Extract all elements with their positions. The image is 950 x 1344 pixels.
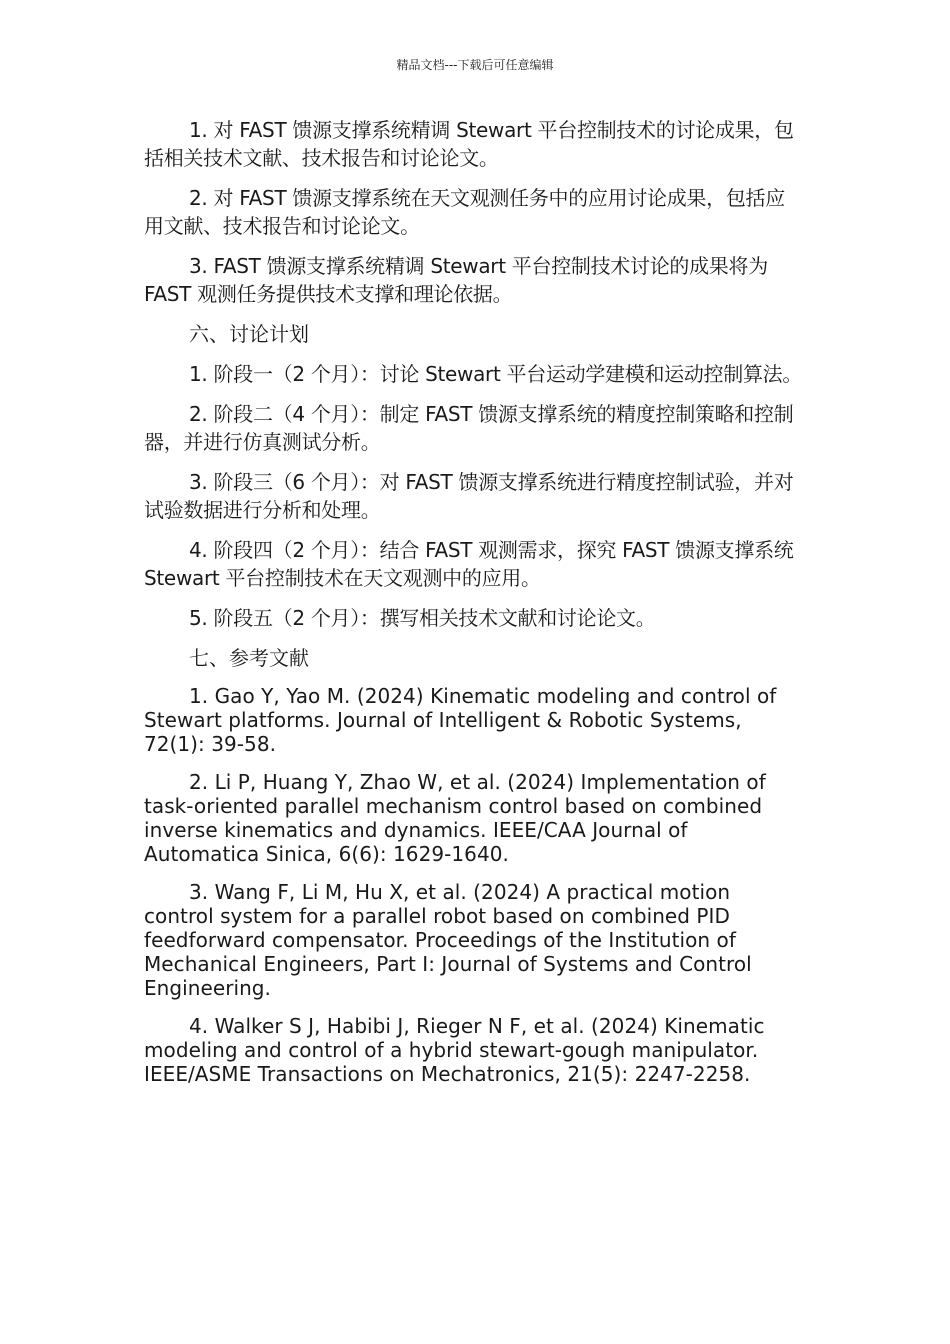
- document-body: [144, 116, 804, 1100]
- plan-stage-4: 4. 阶段四（2 个月）：结合 FAST 观测需求，探究 FAST 馈源支撑系统 Stewart 平台控制技术在天文观测中的应用。: [144, 538, 794, 590]
- plan-stage-2: 2. 阶段二（4 个月）：制定 FAST 馈源支撑系统的精度控制策略和控制器，并进行仿真测试分析。: [144, 402, 794, 454]
- page-header: 精品文档---下载后可任意编辑: [396, 58, 554, 72]
- plan-stage-3: 3. 阶段三（6 个月）：对 FAST 馈源支撑系统进行精度控制试验，并对试验数据进行分析和处理。: [144, 470, 794, 522]
- outcome-item-1: 1. 对 FAST 馈源支撑系统精调 Stewart 平台控制技术的讨论成果，包括相关技术文献、技术报告和讨论论文。: [144, 118, 794, 170]
- outcome-item-3: 3. FAST 馈源支撑系统精调 Stewart 平台控制技术讨论的成果将为 FAST 观测任务提供技术支撑和理论依据。: [144, 254, 768, 306]
- reference-item-1: 1. Gao Y, Yao M. (2024) Kinematic modeling and control of Stewart platforms. Journal of Intelligent & Robotic Systems, 72(1): 39-58.: [144, 684, 777, 756]
- reference-item-3: 3. Wang F, Li M, Hu X, et al. (2024) A practical motion control system for a parallel robot based on combined PID feedforward compensator. Proceedings of the Institution of Mechanical Engineers, Part I: Journal of Systems and Control Engineering.: [144, 880, 752, 1000]
- plan-stage-5: 5. 阶段五（2 个月）：撰写相关技术文献和讨论论文。: [189, 606, 656, 630]
- references-heading: 七、参考文献: [189, 646, 309, 670]
- reference-item-2: 2. Li P, Huang Y, Zhao W, et al. (2024) Implementation of task-oriented parallel mechanism control based on combined inverse kinematics and dynamics. IEEE/CAA Journal of Automatica Sinica, 6(6): 1629-1640.: [144, 770, 766, 866]
- outcome-item-2: 2. 对 FAST 馈源支撑系统在天文观测任务中的应用讨论成果，包括应用文献、技术报告和讨论论文。: [144, 186, 785, 238]
- plan-heading: 六、讨论计划: [189, 322, 309, 346]
- plan-stage-1: 1. 阶段一（2 个月）：讨论 Stewart 平台运动学建模和运动控制算法。: [189, 362, 803, 386]
- reference-item-4: 4. Walker S J, Habibi J, Rieger N F, et al. (2024) Kinematic modeling and control of a hybrid stewart-gough manipulator. IEEE/ASME Transactions on Mechatronics, 21(5): 2247-2258.: [144, 1014, 765, 1086]
